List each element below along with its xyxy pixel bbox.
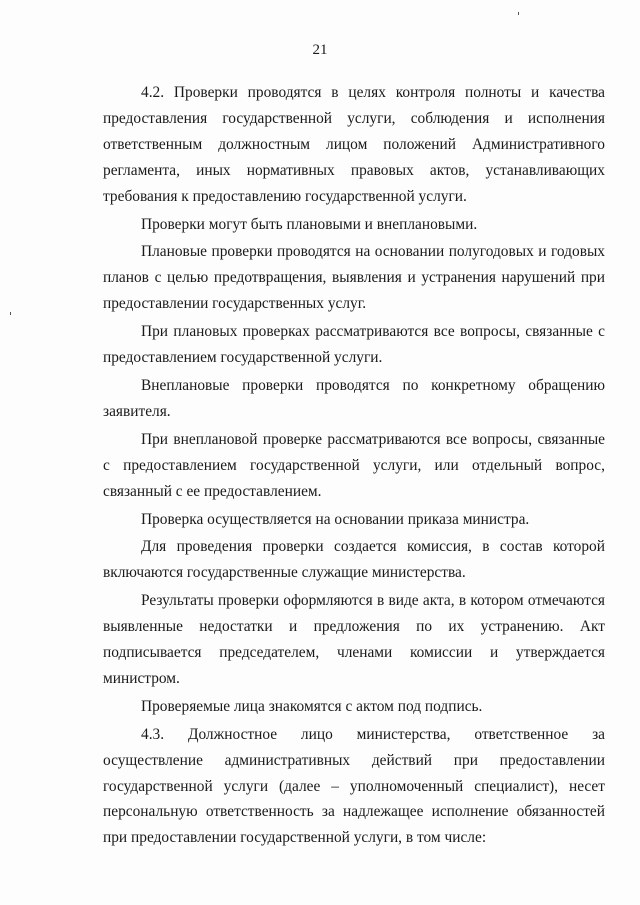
paragraph-4-3: 4.3. Должностное лицо министерства, ответственное за осуществление административных действий при предоставлении государственной услуги (далее – уполномоченный специалист), несет персональную ответственность за надлежащее исполнение обязанностей при предоставлении государственной услуги, в том числе:	[103, 725, 605, 847]
paragraph-order-basis: Проверка осуществляется на основании приказа министра.	[141, 510, 530, 528]
document-body	[103, 80, 605, 851]
paragraph-check-types: Проверки могут быть плановыми и внеплановыми.	[141, 215, 478, 233]
scan-speck	[518, 12, 519, 15]
paragraph-unplanned-scope: При внеплановой проверке рассматриваются все вопросы, связанные с предоставлением государственной услуги, или отдельный вопрос, связанный с ее предоставлением.	[103, 430, 605, 500]
paragraph-4-2: 4.2. Проверки проводятся в целях контроля полноты и качества предоставления государственной услуги, соблюдения и исполнения ответственным должностным лицом положений Административного регламента, иных нормативных правовых актов, устанавливающих требования к предоставлению государственной услуги.	[103, 84, 605, 205]
paragraph-acquaintance: Проверяемые лица знакомятся с актом под подпись.	[141, 697, 483, 715]
page-number: 21	[312, 42, 328, 58]
paragraph-planned-basis: Плановые проверки проводятся на основании полугодовых и годовых планов с целью предотвращения, выявления и устранения нарушений при предоставлении государственных услуг.	[103, 243, 605, 313]
paragraph-unplanned-basis: Внеплановые проверки проводятся по конкретному обращению заявителя.	[103, 376, 605, 420]
paragraph-planned-scope: При плановых проверках рассматриваются все вопросы, связанные с предоставлением государственной услуги.	[103, 323, 605, 367]
paragraph-commission: Для проведения проверки создается комиссия, в состав которой включаются государственные служащие министерства.	[103, 538, 605, 582]
scan-speck	[10, 312, 11, 315]
paragraph-results-act: Результаты проверки оформляются в виде акта, в котором отмечаются выявленные недостатки и предложения по их устранению. Акт подписывается председателем, членами комиссии и утверждается министром.	[103, 592, 605, 687]
